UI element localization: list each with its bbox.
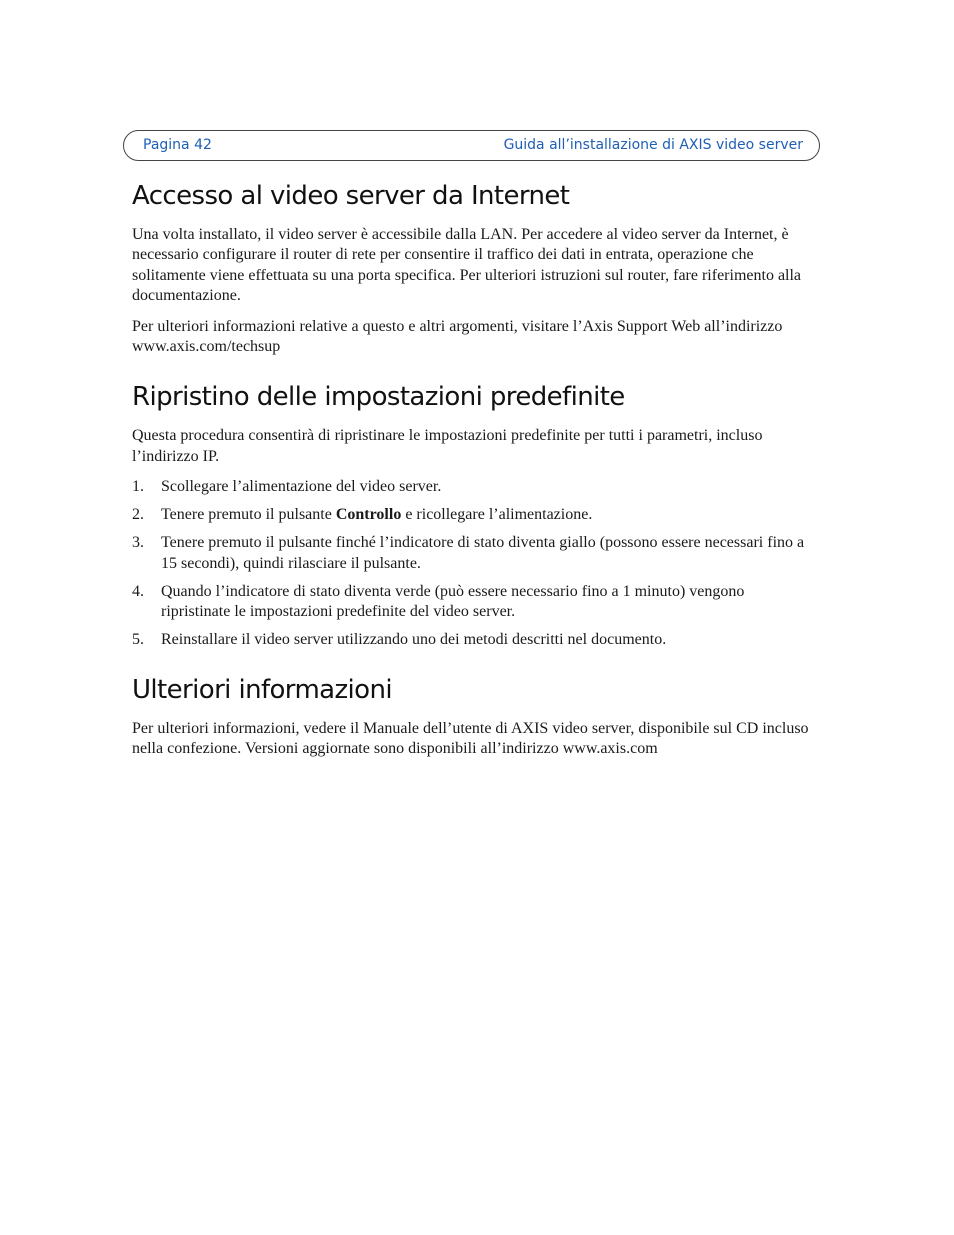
page-number: Pagina 42 <box>143 137 212 153</box>
list-item <box>132 533 812 574</box>
step-text-post: e ricollegare l’alimentazione. <box>401 506 593 524</box>
paragraph-internet-access: Una volta installato, il video server è accessibile dalla LAN. Per accedere al video server da Internet, è necessario configurare il router di rete per consentire il traffico dei dati in entrata, operazione che solitamente viene effettuata su una porta specifica. Per ulteriori istruzioni sul router, fare riferimento alla documentazione. <box>132 226 802 305</box>
list-item <box>132 477 812 497</box>
page-content <box>132 176 812 760</box>
list-item <box>132 505 812 525</box>
control-button-name: Controllo <box>335 506 402 524</box>
page-header <box>123 130 820 161</box>
list-item <box>132 630 812 650</box>
step-text-pre: Tenere premuto il pulsante <box>161 506 336 524</box>
paragraph-support-web: Per ulteriori informazioni relative a questo e altri argomenti, visitare l’Axis Support Web all’indirizzo www.axis.com/techsup <box>132 317 783 356</box>
step-text: Scollegare l’alimentazione del video server. <box>161 478 442 496</box>
reset-steps-list <box>132 477 812 650</box>
step-number: 1. <box>132 478 144 496</box>
step-number: 5. <box>132 631 144 649</box>
paragraph-more-info: Per ulteriori informazioni, vedere il Manuale dell’utente di AXIS video server, disponibile sul CD incluso nella confezione. Versioni aggiornate sono disponibili all’indirizzo www.axis.com <box>132 720 809 758</box>
list-item <box>132 582 812 623</box>
document-title: Guida all’installazione di AXIS video server <box>503 137 803 153</box>
step-number: 3. <box>132 534 144 552</box>
step-text: Reinstallare il video server utilizzando uno dei metodi descritti nel documento. <box>161 631 667 649</box>
step-number: 2. <box>132 506 144 524</box>
section-heading-reset-defaults: Ripristino delle impostazioni predefinite <box>132 382 625 413</box>
step-text: Quando l’indicatore di stato diventa verde (può essere necessario fino a 1 minuto) vengono ripristinate le impostazioni predefinite del video server. <box>161 582 745 621</box>
step-text: Tenere premuto il pulsante finché l’indicatore di stato diventa giallo (possono essere necessari fino a 15 secondi), quindi rilasciare il pulsante. <box>161 534 805 572</box>
paragraph-reset-intro: Questa procedura consentirà di ripristinare le impostazioni predefinite per tutti i parametri, incluso l’indirizzo IP. <box>132 427 763 465</box>
section-heading-internet-access: Accesso al video server da Internet <box>132 181 570 211</box>
section-heading-more-info: Ulteriori informazioni <box>132 675 392 706</box>
step-number: 4. <box>132 582 144 600</box>
